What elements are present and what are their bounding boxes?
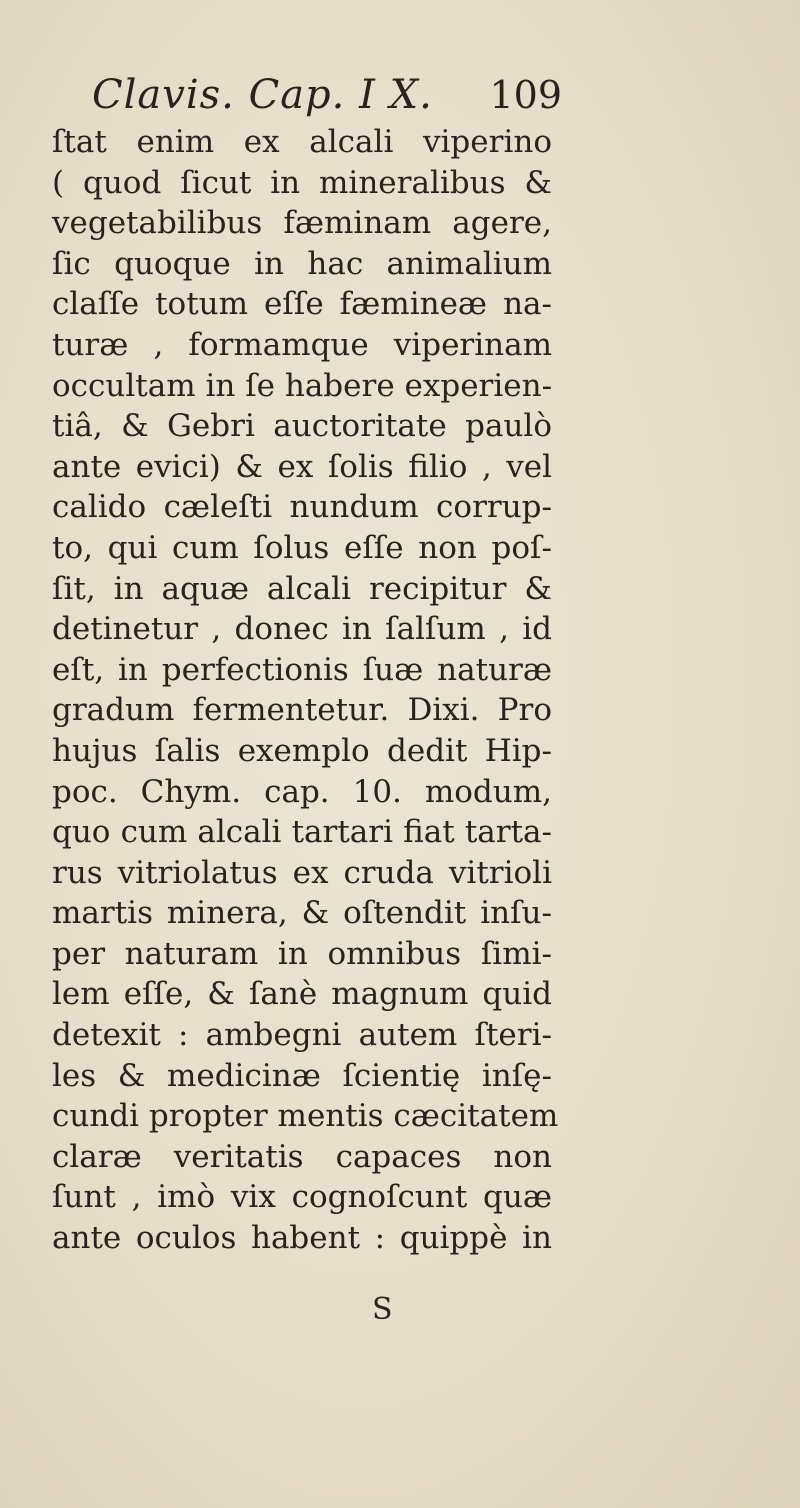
text-line: cundi propter mentis cæcitatem: [52, 1098, 559, 1135]
text-line: per naturam in omnibus ſimi-: [52, 935, 552, 972]
text-line: ſic quoque in hac animalium: [52, 245, 552, 282]
text-line: vegetabilibus fæminam agere,: [52, 205, 552, 242]
page-header: [92, 72, 562, 122]
page-number: 109: [489, 73, 562, 117]
text-line: gradum fermentetur. Dixi. Pro: [52, 692, 552, 729]
text-line: detexit : ambegni autem ſteri-: [52, 1017, 552, 1054]
text-line: ſunt , imò vix cognoſcunt quæ: [52, 1179, 552, 1216]
text-line: hujus ſalis exemplo dedit Hip-: [52, 732, 552, 769]
running-title: Clavis. Cap. I X.: [92, 72, 433, 118]
signature-mark: S: [372, 1292, 393, 1327]
text-line: quo cum alcali tartari fiat tarta-: [52, 814, 552, 851]
text-line: les & medicinæ ſcientię inſę-: [52, 1057, 552, 1094]
text-line: ante evici) & ex ſolis filio , vel: [52, 448, 552, 485]
text-line: detinetur , donec in ſalſum , id: [52, 611, 552, 648]
text-line: martis minera, & oſtendit inſu-: [52, 895, 552, 932]
text-line: rus vitriolatus ex cruda vitrioli: [52, 854, 552, 891]
text-line: claræ veritatis capaces non: [52, 1138, 552, 1175]
text-line: claſſe totum eſſe fæmineæ na-: [52, 286, 552, 323]
text-line: calido cæleſti nundum corrup-: [52, 489, 552, 526]
text-line: ſtat enim ex alcali viperino: [52, 124, 552, 160]
text-block: [52, 122, 559, 1259]
text-line: poc. Chym. cap. 10. modum,: [52, 773, 552, 810]
text-line: occultam in ſe habere experien-: [52, 367, 553, 404]
text-line: eſt, in perfectionis ſuæ naturæ: [52, 651, 552, 688]
text-line: ante oculos habent : quippè in: [52, 1220, 552, 1257]
text-line: ( quod ſicut in mineralibus &: [52, 164, 552, 201]
text-line: tiâ, & Gebri auctoritate paulò: [52, 408, 552, 445]
text-line: to, qui cum ſolus eſſe non poſ-: [52, 529, 552, 566]
text-line: lem eſſe, & ſanè magnum quid: [52, 976, 552, 1013]
text-line: turæ , formamque viperinam: [52, 326, 552, 363]
text-line: ſit, in aquæ alcali recipitur &: [52, 570, 552, 607]
